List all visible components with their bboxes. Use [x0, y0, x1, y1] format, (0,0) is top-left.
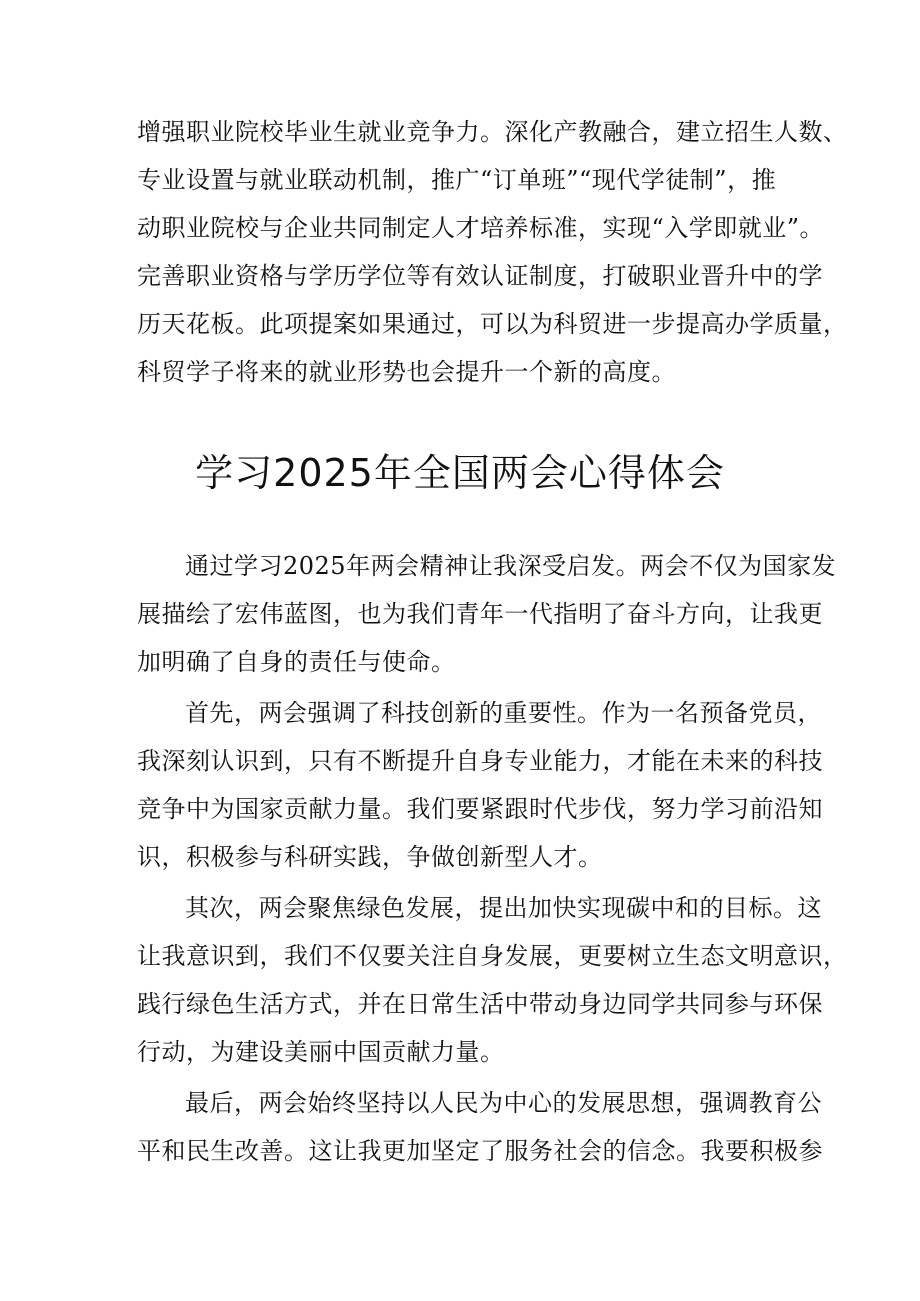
paragraph-line: 践行绿色生活方式，并在日常生活中带动身边同学共同参与环保	[137, 990, 823, 1018]
document-title: 学习2025年全国两会心得体会	[195, 451, 725, 495]
intro-line: 增强职业院校毕业生就业竞争力。深化产教融合，建立招生人数、	[137, 118, 848, 146]
paragraph-line: 首先，两会强调了科技创新的重要性。作为一名预备党员，	[185, 699, 822, 727]
paragraph-line: 其次，两会聚焦绿色发展，提出加快实现碳中和的目标。这	[185, 894, 822, 922]
paragraph-line: 我深刻认识到，只有不断提升自身专业能力，才能在未来的科技	[137, 747, 823, 775]
paragraph-line: 行动，为建设美丽中国贡献力量。	[137, 1038, 505, 1066]
paragraph-line: 通过学习2025年两会精神让我深受启发。两会不仅为国家发	[185, 552, 837, 580]
paragraph-line: 让我意识到，我们不仅要关注自身发展，更要树立生态文明意识，	[137, 942, 848, 970]
paragraph-line: 最后，两会始终坚持以人民为中心的发展思想，强调教育公	[185, 1089, 822, 1117]
paragraph-line: 识，积极参与科研实践，争做创新型人才。	[137, 843, 603, 871]
paragraph-line: 竞争中为国家贡献力量。我们要紧跟时代步伐，努力学习前沿知	[137, 795, 823, 823]
intro-line: 专业设置与就业联动机制，推广“订单班”“现代学徒制”，推	[137, 166, 777, 194]
intro-line: 完善职业资格与学历学位等有效认证制度，打破职业晋升中的学	[137, 262, 823, 290]
intro-line: 历天花板。此项提案如果通过，可以为科贸进一步提高办学质量，	[137, 310, 848, 338]
intro-line: 科贸学子将来的就业形势也会提升一个新的高度。	[137, 358, 676, 386]
intro-line: 动职业院校与企业共同制定人才培养标准，实现“入学即就业”。	[137, 214, 825, 242]
paragraph-line: 展描绘了宏伟蓝图，也为我们青年一代指明了奋斗方向，让我更	[137, 600, 823, 628]
paragraph-line: 加明确了自身的责任与使命。	[137, 648, 456, 676]
paragraph-line: 平和民生改善。这让我更加坚定了服务社会的信念。我要积极参	[137, 1137, 823, 1165]
